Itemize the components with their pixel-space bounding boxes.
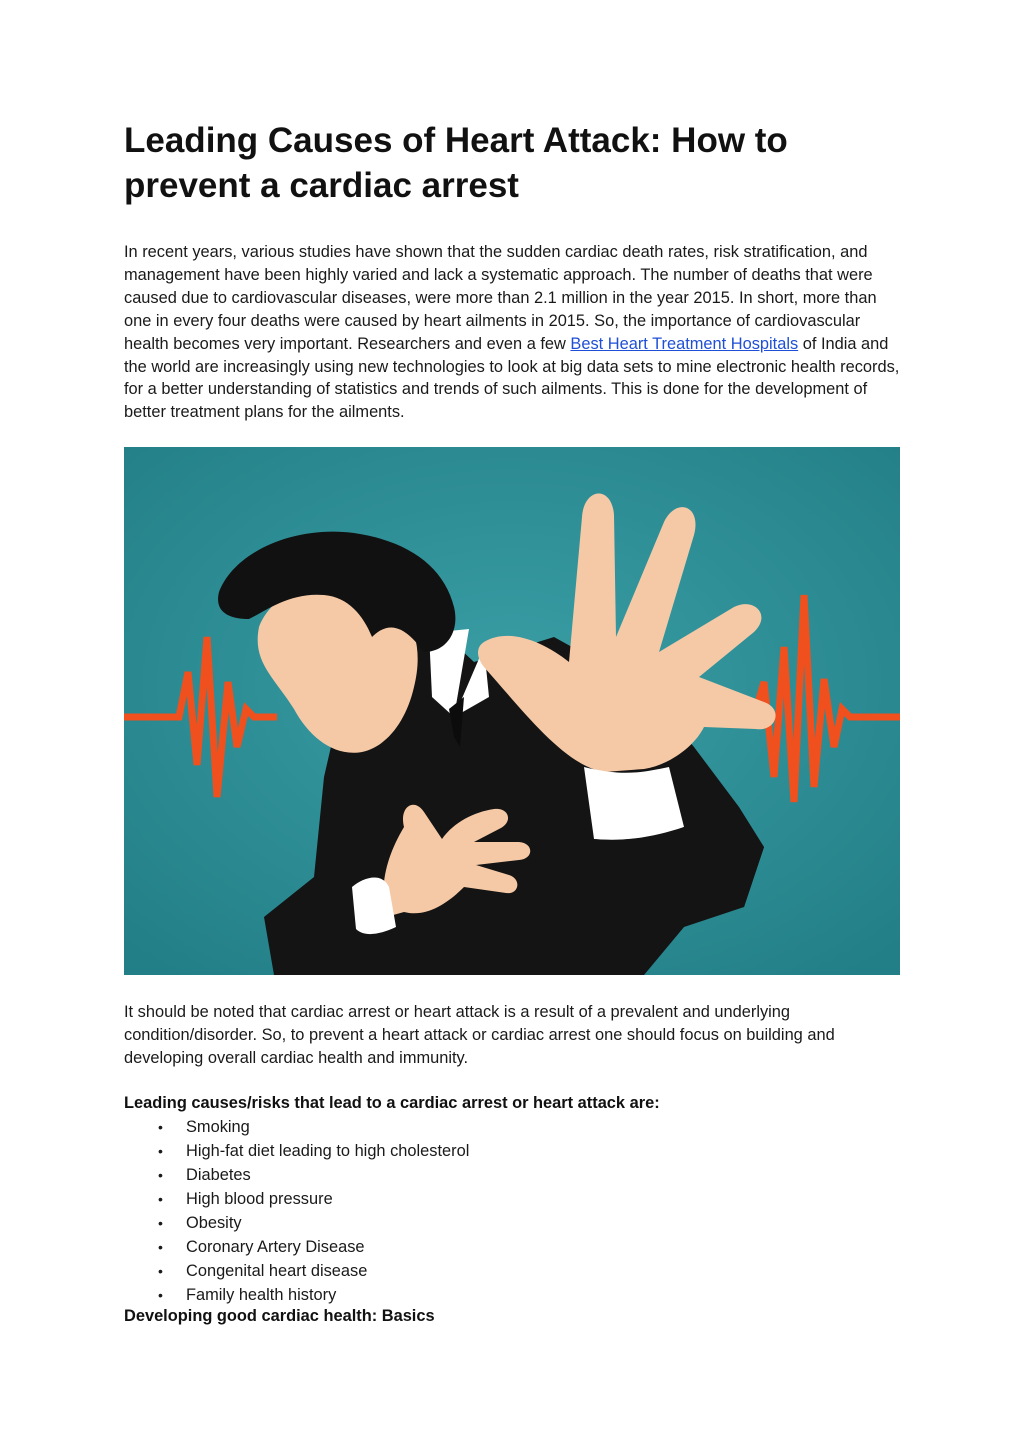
list-item-text: High-fat diet leading to high cholesterol xyxy=(186,1141,470,1160)
bullet-icon: • xyxy=(158,1166,163,1183)
intro-text-start: In recent years, various studies have shown that the sudden cardiac death rates, risk stratification, and management have been highly varied and lack a systematic approach. The number of deaths that were caused due to cardiovascular diseases, were more than 2.1 million in the year 2015. In short, more than one in every four deaths were caused by heart ailments in 2015. So, the importance of cardiovascular health becomes very important. Researchers and even a few xyxy=(124,243,877,353)
bullet-icon: • xyxy=(158,1238,163,1255)
document-page xyxy=(124,118,900,1328)
raised-arm-cuff xyxy=(584,767,684,840)
causes-list xyxy=(124,1115,900,1307)
list-item xyxy=(124,1163,900,1187)
intro-text-end: of India and the world are increasingly using new technologies to look at big data sets to mine electronic health records, for a better understanding of statistics and trends of such ailments. This is done for the development of better treatment plans for the ailments. xyxy=(124,334,900,422)
list-item xyxy=(124,1139,900,1163)
list-item xyxy=(124,1187,900,1211)
causes-heading: Leading causes/risks that lead to a cardiac arrest or heart attack are: xyxy=(124,1093,660,1112)
bullet-icon: • xyxy=(158,1262,163,1279)
bullet-icon: • xyxy=(158,1142,163,1159)
body-paragraph: It should be noted that cardiac arrest or heart attack is a result of a prevalent and underlying condition/disorder. So, to prevent a heart attack or cardiac arrest one should focus on building and developing overall cardiac health and immunity. xyxy=(124,1003,835,1068)
list-item-text: Smoking xyxy=(186,1117,250,1136)
list-item xyxy=(124,1259,900,1283)
intro-paragraph xyxy=(124,241,900,424)
list-item xyxy=(124,1235,900,1259)
bullet-icon: • xyxy=(158,1118,163,1135)
bullet-icon: • xyxy=(158,1190,163,1207)
list-item xyxy=(124,1115,900,1139)
best-heart-hospitals-link[interactable]: Best Heart Treatment Hospitals xyxy=(570,334,799,353)
list-item-text: High blood pressure xyxy=(186,1189,333,1208)
bullet-icon: • xyxy=(158,1214,163,1231)
heart-attack-illustration xyxy=(124,447,900,975)
section-heading: Developing good cardiac health: Basics xyxy=(124,1306,435,1325)
article-title: Leading Causes of Heart Attack: How to prevent a cardiac arrest xyxy=(124,121,788,205)
list-item-text: Obesity xyxy=(186,1213,242,1232)
list-item-text: Family health history xyxy=(186,1285,337,1304)
list-item-text: Diabetes xyxy=(186,1165,251,1184)
list-item-text: Congenital heart disease xyxy=(186,1261,368,1280)
list-item xyxy=(124,1283,900,1307)
list-item-text: Coronary Artery Disease xyxy=(186,1237,365,1256)
list-item xyxy=(124,1211,900,1235)
bullet-icon: • xyxy=(158,1286,163,1303)
